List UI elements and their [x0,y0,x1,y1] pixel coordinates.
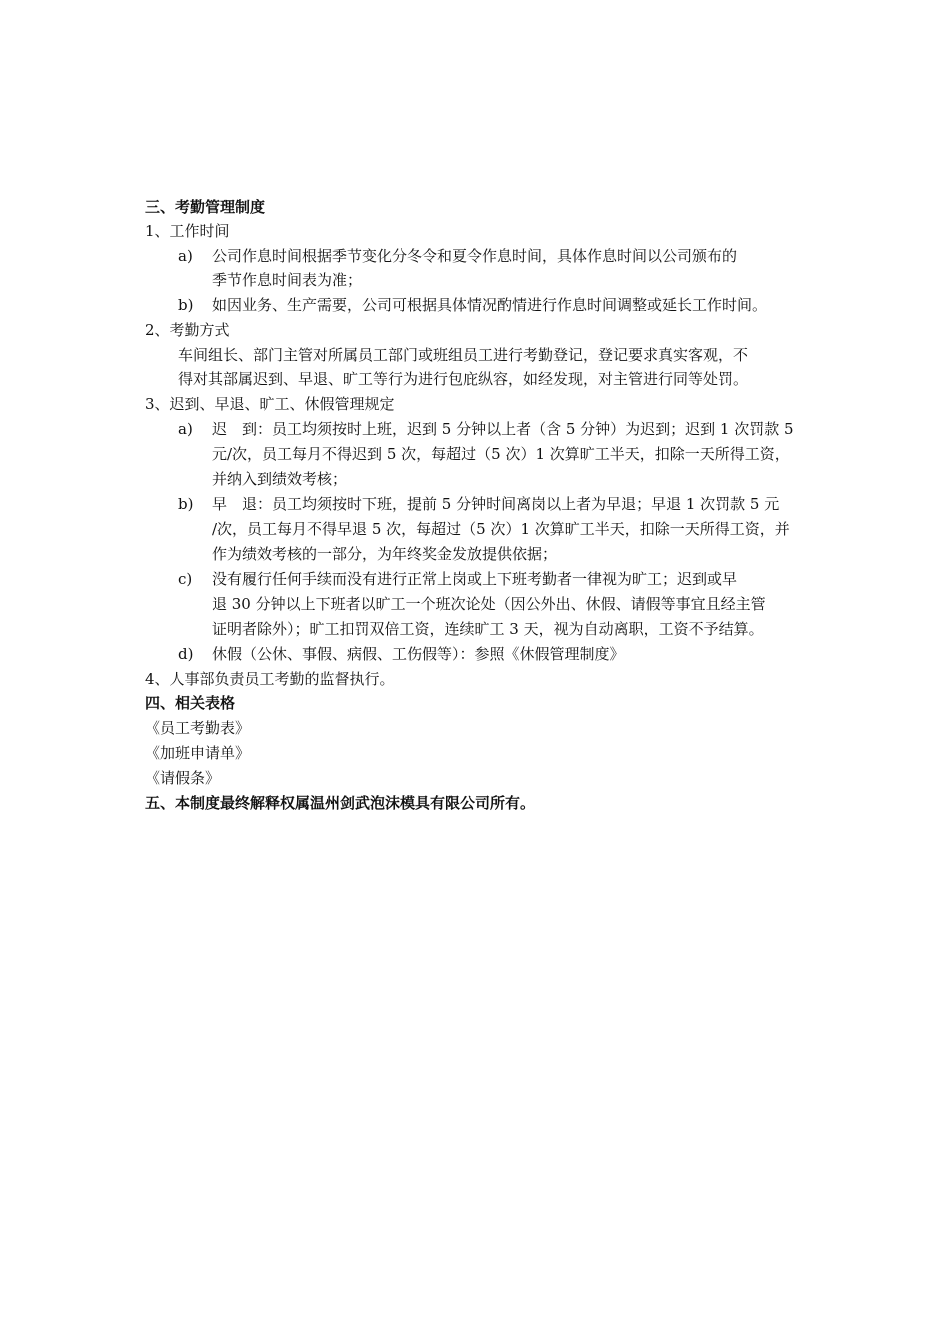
item-3c-marker: c) [178,570,193,588]
section-4-heading: 四、相关表格 [145,694,236,712]
item-3a-line-2: 元/次，员工每月不得迟到 5 次，每超过（5 次）1 次算旷工半天，扣除一天所得工资， [212,445,790,463]
item-3b-line-2: /次，员工每月不得早退 5 次，每超过（5 次）1 次算旷工半天，扣除一天所得工资，并 [212,520,790,538]
form-item-overtime: 《加班申请单》 [145,744,251,762]
item-3c-line-1: 没有履行任何手续而没有进行正常上岗或上下班考勤者一律视为旷工；迟到或早 [212,570,738,588]
item-3a-line-1: 迟 到：员工均须按时上班，迟到 5 分钟以上者（含 5 分钟）为迟到；迟到 1 次罚款 5 [212,420,794,438]
form-item-leave: 《请假条》 [145,769,221,787]
item-4-title: 4、人事部负责员工考勤的监督执行。 [145,670,395,688]
item-1a-marker: a) [178,247,193,265]
item-1b-marker: b) [178,296,194,314]
section-5-heading: 五、本制度最终解释权属温州剑武泡沫模具有限公司所有。 [145,794,536,812]
item-3a-marker: a) [178,420,193,438]
item-3c-line-2: 退 30 分钟以上下班者以旷工一个班次论处（因公外出、休假、请假等事宜且经主管 [212,595,766,613]
item-3b-marker: b) [178,495,194,513]
item-1a-line-2: 季节作息时间表为准； [212,271,363,289]
item-3d-marker: d) [178,645,194,663]
item-2-title: 2、考勤方式 [145,321,230,339]
item-2-line-1: 车间组长、部门主管对所属员工部门或班组员工进行考勤登记，登记要求真实客观，不 [178,346,749,364]
section-3-heading: 三、考勤管理制度 [145,198,266,216]
item-3-title: 3、迟到、早退、旷工、休假管理规定 [145,395,395,413]
item-1a-line-1: 公司作息时间根据季节变化分冬令和夏令作息时间，具体作息时间以公司颁布的 [212,247,738,265]
item-3c-line-3: 证明者除外）；旷工扣罚双倍工资，连续旷工 3 天，视为自动离职，工资不予结算。 [212,620,764,638]
item-3b-line-3: 作为绩效考核的一部分，为年终奖金发放提供依据； [212,545,558,563]
form-item-attendance: 《员工考勤表》 [145,719,251,737]
item-3d-line-1: 休假（公休、事假、病假、工伤假等）：参照《休假管理制度》 [212,645,625,663]
item-3b-line-1: 早 退：员工均须按时下班，提前 5 分钟时间离岗以上者为早退；早退 1 次罚款 5 元 [212,495,780,513]
item-3a-line-3: 并纳入到绩效考核； [212,470,348,488]
item-2-line-2: 得对其部属迟到、早退、旷工等行为进行包庇纵容，如经发现，对主管进行同等处罚。 [178,370,749,388]
item-1-title: 1、工作时间 [145,222,230,240]
item-1b-line-1: 如因业务、生产需要，公司可根据具体情况酌情进行作息时间调整或延长工作时间。 [212,296,768,314]
